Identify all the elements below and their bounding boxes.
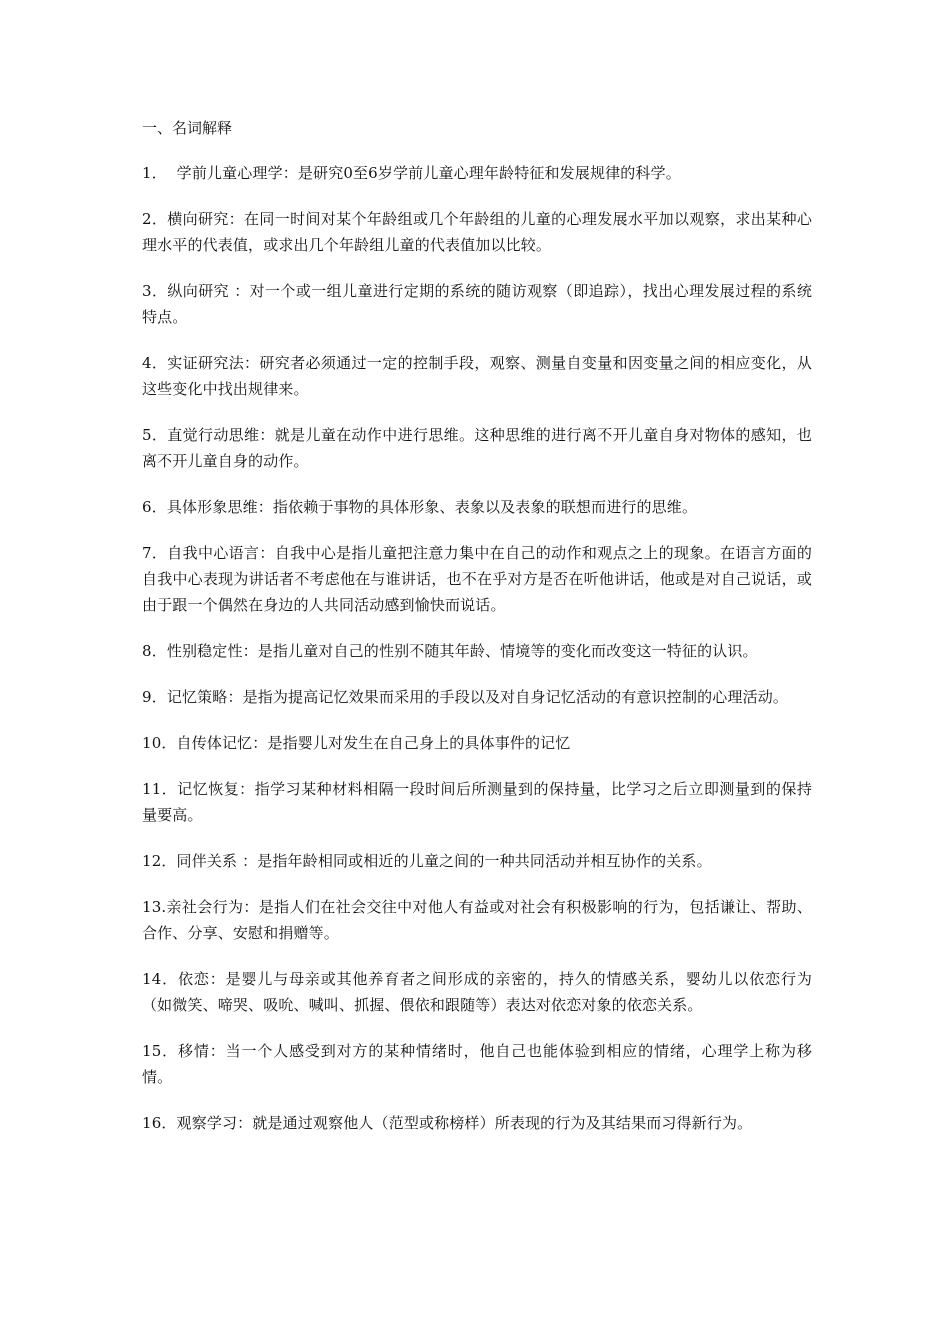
definition-entry-10: [142, 730, 812, 756]
definition-entry-13: [142, 894, 812, 946]
entry-definition: 是指儿童对自己的性别不随其年龄、情境等的变化而改变这一特征的认识。: [257, 642, 758, 660]
entry-number: 11．: [142, 780, 178, 798]
entry-term: 实证研究法：: [167, 354, 260, 372]
entry-definition: 自我中心是指儿童把注意力集中在自己的动作和观点之上的现象。在语言方面的自我中心表现为讲话者不考虑他在与谁讲话，也不在乎对方是否在听他讲话，他或是对自己说话，或由于跟一个偶然在身边的人共同活动感到愉快而说话。: [142, 544, 812, 614]
entry-number: 8．: [142, 642, 167, 660]
entry-number: 7．: [142, 544, 168, 562]
entry-definition: 指学习某种材料相隔一段时间后所测量到的保持量，比学习之后立即测量到的保持量要高。: [142, 780, 812, 824]
entry-definition: 是指年龄相同或相近的儿童之间的一种共同活动并相互协作的关系。: [257, 852, 712, 870]
entry-term: 横向研究：: [167, 210, 245, 228]
entry-definition: 是指为提高记忆效果而采用的手段以及对自身记忆活动的有意识控制的心理活动。: [242, 688, 789, 706]
entry-number: 9．: [142, 688, 167, 706]
entry-number: 10．: [142, 734, 177, 752]
definition-entry-6: [142, 494, 812, 520]
entry-number: 2．: [142, 210, 168, 228]
entry-term: 移情：: [177, 1042, 226, 1060]
entry-term: 纵向研究 ：: [167, 282, 250, 300]
entry-term: 记忆策略：: [166, 688, 243, 706]
entry-number: 12．: [142, 852, 177, 870]
definition-entry-12: [142, 848, 812, 874]
entry-number: 6．: [142, 498, 167, 516]
entry-definition: 研究者必须通过一定的控制手段，观察、测量自变量和因变量之间的相应变化，从这些变化中找出规律来。: [142, 354, 813, 398]
entry-definition: 对一个或一组儿童进行定期的系统的随访观察（即追踪），找出心理发展过程的系统特点。: [142, 282, 813, 326]
definition-entry-2: [142, 206, 812, 258]
definition-entry-11: [142, 776, 812, 828]
entry-term: 记忆恢复：: [177, 780, 255, 798]
entry-definition: 在同一时间对某个年龄组或几个年龄组的儿童的心理发展水平加以观察，求出某种心理水平的代表值，或求出几个年龄组儿童的代表值加以比较。: [142, 210, 812, 254]
definition-entry-4: [142, 350, 812, 402]
entry-definition: 是指人们在社会交往中对他人有益或对社会有积极影响的行为，包括谦让、帮助、合作、分享、安慰和捐赠等。: [142, 898, 812, 942]
entry-number: 5．: [142, 426, 168, 444]
entry-definition: 当一个人感受到对方的某种情绪时，他自己也能体验到相应的情绪，心理学上称为移情。: [142, 1042, 812, 1086]
entry-term: 同伴关系 ：: [176, 852, 258, 870]
entry-number: 1．: [142, 164, 167, 182]
entry-definition: 是研究0至6岁学前儿童心理年龄特征和发展规律的科学。: [297, 164, 681, 182]
entry-number: 15．: [142, 1042, 178, 1060]
entry-term: 具体形象思维：: [166, 498, 273, 516]
definition-entry-8: [142, 638, 812, 664]
entry-term: 直觉行动思维：: [167, 426, 275, 444]
entry-term: 依恋：: [177, 970, 226, 988]
section-title: 一、名词解释: [142, 119, 233, 137]
entry-term: 性别稳定性：: [166, 642, 258, 660]
definition-entry-16: [142, 1110, 812, 1136]
entry-definition: 是指婴儿对发生在自己身上的具体事件的记忆: [267, 734, 571, 752]
entry-number: 3．: [142, 282, 168, 300]
definition-entry-3: [142, 278, 812, 330]
entry-number: 14．: [142, 970, 178, 988]
definition-entry-1: [142, 160, 812, 186]
entry-number: 16．: [142, 1114, 177, 1132]
entry-term: 自传体记忆：: [176, 734, 268, 752]
definition-entry-15: [142, 1038, 812, 1090]
entry-term: 亲社会行为：: [166, 898, 259, 916]
entry-definition: 就是儿童在动作中进行思维。这种思维的进行离不开儿童自身对物体的感知，也离不开儿童自身的动作。: [142, 426, 812, 470]
entry-definition: 是婴儿与母亲或其他养育者之间形成的亲密的，持久的情感关系，婴幼儿以依恋行为（如微笑、啼哭、吸吮、喊叫、抓握、偎依和跟随等）表达对依恋对象的依恋关系。: [142, 970, 812, 1014]
definition-entry-9: [142, 684, 812, 710]
entry-term: 观察学习：: [176, 1114, 253, 1132]
entry-number: 4．: [142, 354, 168, 372]
entry-number: 13.: [142, 898, 167, 916]
entry-definition: 就是通过观察他人（范型或称榜样）所表现的行为及其结果而习得新行为。: [252, 1114, 753, 1132]
entry-definition: 指依赖于事物的具体形象、表象以及表象的联想而进行的思维。: [272, 498, 698, 516]
entry-term: 自我中心语言：: [167, 544, 275, 562]
entry-term: 学前儿童心理学：: [166, 164, 298, 182]
definition-entry-14: [142, 966, 812, 1018]
document-page: [142, 116, 812, 1156]
definition-entry-7: [142, 540, 812, 618]
definition-entry-5: [142, 422, 812, 474]
